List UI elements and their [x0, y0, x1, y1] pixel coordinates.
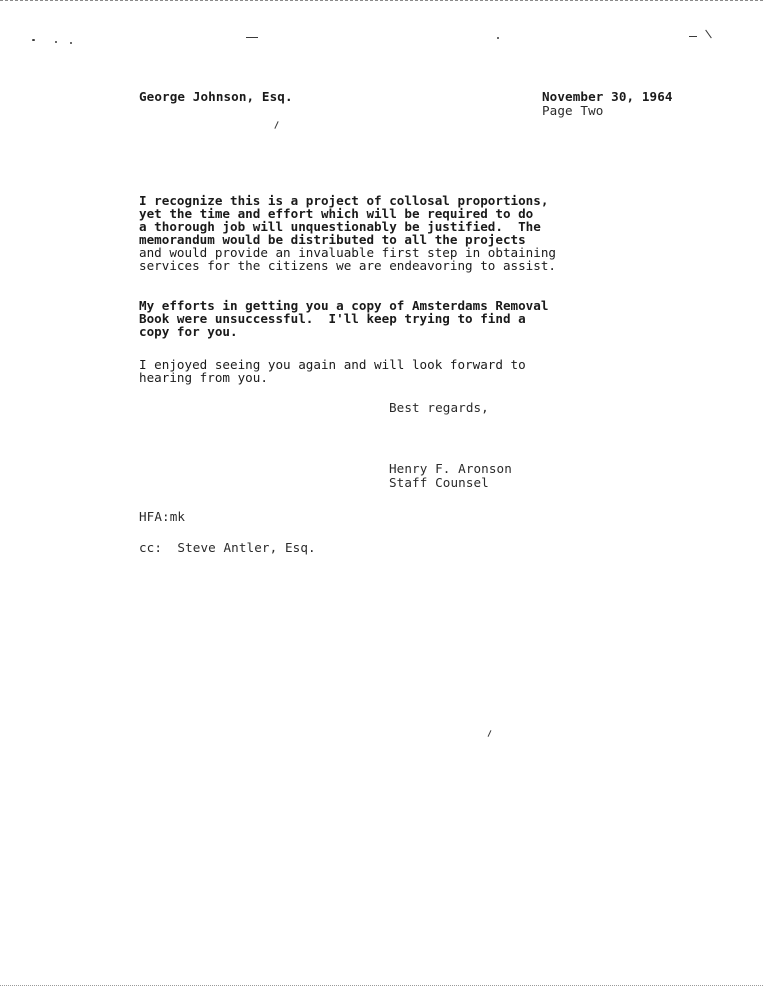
paragraph-2 [139, 300, 548, 339]
paragraph-line: memorandum would be distributed to all the projects [139, 231, 526, 247]
top-edge-border [0, 0, 763, 1]
paragraph-3 [139, 359, 526, 385]
paragraph-line: I recognize this is a project of collosal proportions, [139, 193, 549, 208]
signer-title: Staff Counsel [389, 475, 489, 490]
signer-name: Henry F. Aronson [389, 461, 512, 476]
closing-salutation: Best regards, [389, 400, 489, 415]
scan-speck [246, 37, 258, 38]
scan-speck [274, 121, 278, 129]
date-block [542, 90, 673, 117]
paragraph-line: yet the time and effort which will be required to do [139, 205, 534, 221]
paragraph-line: and would provide an invaluable first step in obtaining [139, 244, 557, 260]
scan-speck [55, 41, 57, 43]
scan-speck [689, 36, 697, 37]
paragraph-line: I enjoyed seeing you again and will look forward to [139, 357, 526, 372]
paragraph-line: services for the citizens we are endeavoring to assist. [139, 257, 557, 273]
paragraph-line: hearing from you. [139, 369, 268, 385]
paragraph-line: copy for you. [139, 323, 238, 339]
typist-initials: HFA:mk [139, 509, 186, 524]
paragraph-line: My efforts in getting you a copy of Amsterdams Removal [139, 298, 549, 313]
page-number: Page Two [542, 102, 604, 118]
carbon-copy: cc: Steve Antler, Esq. [139, 540, 316, 555]
addressee: George Johnson, Esq. [139, 89, 293, 104]
scan-speck [488, 730, 492, 737]
scan-speck [32, 39, 35, 41]
scan-speck [705, 30, 712, 39]
paragraph-1 [139, 195, 556, 272]
letter-date: November 30, 1964 [542, 89, 673, 104]
paragraph-line: Book were unsuccessful. I'll keep trying to find a [139, 310, 526, 326]
bottom-scan-edge [0, 985, 763, 986]
scan-speck [70, 42, 72, 44]
scan-speck [497, 37, 499, 39]
paragraph-line: a thorough job will unquestionably be justified. The [139, 218, 541, 234]
